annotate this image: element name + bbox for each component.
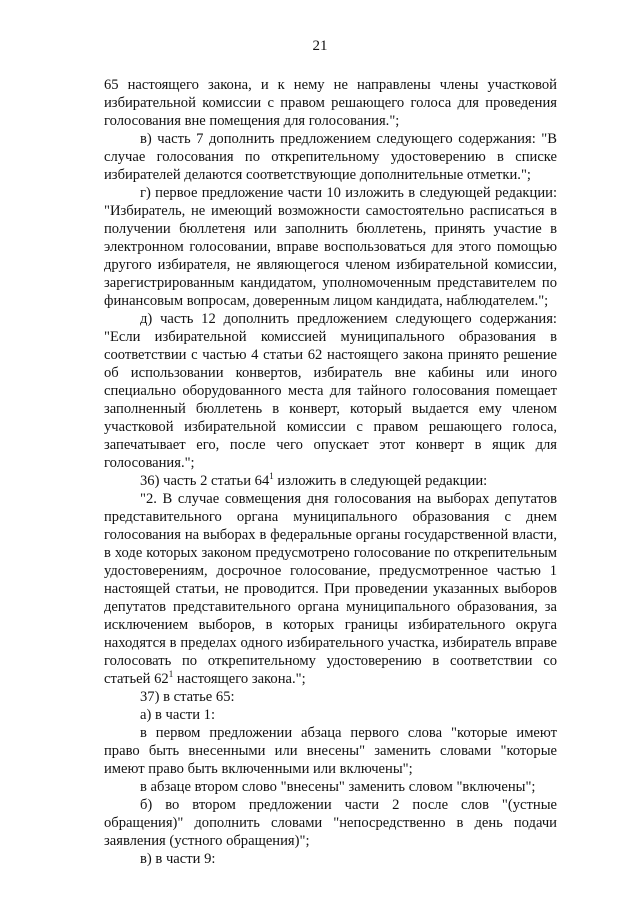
superscript: 1 xyxy=(168,669,174,680)
paragraph: в абзаце втором слово "внесены" заменить словом "включены"; xyxy=(140,779,536,795)
paragraph-text: изложить в следующей редакции: xyxy=(273,473,488,489)
superscript: 1 xyxy=(269,471,274,482)
paragraph: в) в части 9: xyxy=(140,851,216,867)
page-number: 21 xyxy=(312,38,328,54)
paragraph: в) часть 7 дополнить предложением следующего содержания: "В случае голосования по открепительному удостоверению в списке избирателей делаются соответствующие дополнительные отметки."; xyxy=(104,131,557,183)
paragraph-text: 36) часть 2 статьи 64 xyxy=(140,473,270,489)
paragraph: в первом предложении абзаца первого слова "которые имеют право быть внесенными или внесены" заменить словами "которые имеют право быть включенными или включены"; xyxy=(104,725,557,777)
paragraph-text: "2. В случае совмещения дня голосования на выборах депутатов представительного органа муниципального образования с днем голосования на выборах в федеральные органы государственной власти, в ходе которых законом предусмотрено голосование по открепительным удостоверениям, досрочное голосование, предусмотренное частью 1 настоящей статьи, не проводится. При проведении указанных выборов депутатов представительного органа муниципального образования, за исключением выборов, в которых границы избирательного округа находятся в пределах одного избирательного участка, избиратель вправе голосовать по открепительному удостоверению в соответствии со статьей 62 xyxy=(104,491,557,687)
paragraph: д) часть 12 дополнить предложением следующего содержания: "Если избирательной комиссией муниципального образования в соответствии с частью 4 статьи 62 настоящего закона принято решение об использовании конвертов, избиратель вне кабины или иного специально оборудованного места для тайного голосования помещает заполненный бюллетень в конверт, который выдается ему членом участковой избирательной комиссии с правом решающего голоса, запечатывает его, после чего опускает этот конверт в ящик для голосования."; xyxy=(104,311,557,471)
paragraph: 65 настоящего закона, и к нему не направлены члены участковой избирательной комиссии с правом решающего голоса для проведения голосования вне помещения для голосования."; xyxy=(104,77,557,129)
paragraph xyxy=(104,490,557,688)
document-body xyxy=(104,76,557,868)
paragraph: а) в части 1: xyxy=(140,707,216,723)
paragraph-text: настоящего закона."; xyxy=(173,671,306,687)
paragraph: 37) в статье 65: xyxy=(140,689,235,705)
paragraph xyxy=(104,472,557,490)
paragraph: г) первое предложение части 10 изложить в следующей редакции: "Избиратель, не имеющий возможности самостоятельно расписаться в получении бюллетеня или заполнить бюллетень, принять участие в электронном голосовании, вправе воспользоваться для этого помощью другого избирателя, не являющегося членом избирательной комиссии, зарегистрированным кандидатом, уполномоченным представителем по финансовым вопросам, доверенным лицом кандидата, наблюдателем."; xyxy=(104,185,557,309)
paragraph: б) во втором предложении части 2 после слов "(устные обращения)" дополнить словами "непосредственно в день подачи заявления (устного обращения)"; xyxy=(104,797,557,849)
